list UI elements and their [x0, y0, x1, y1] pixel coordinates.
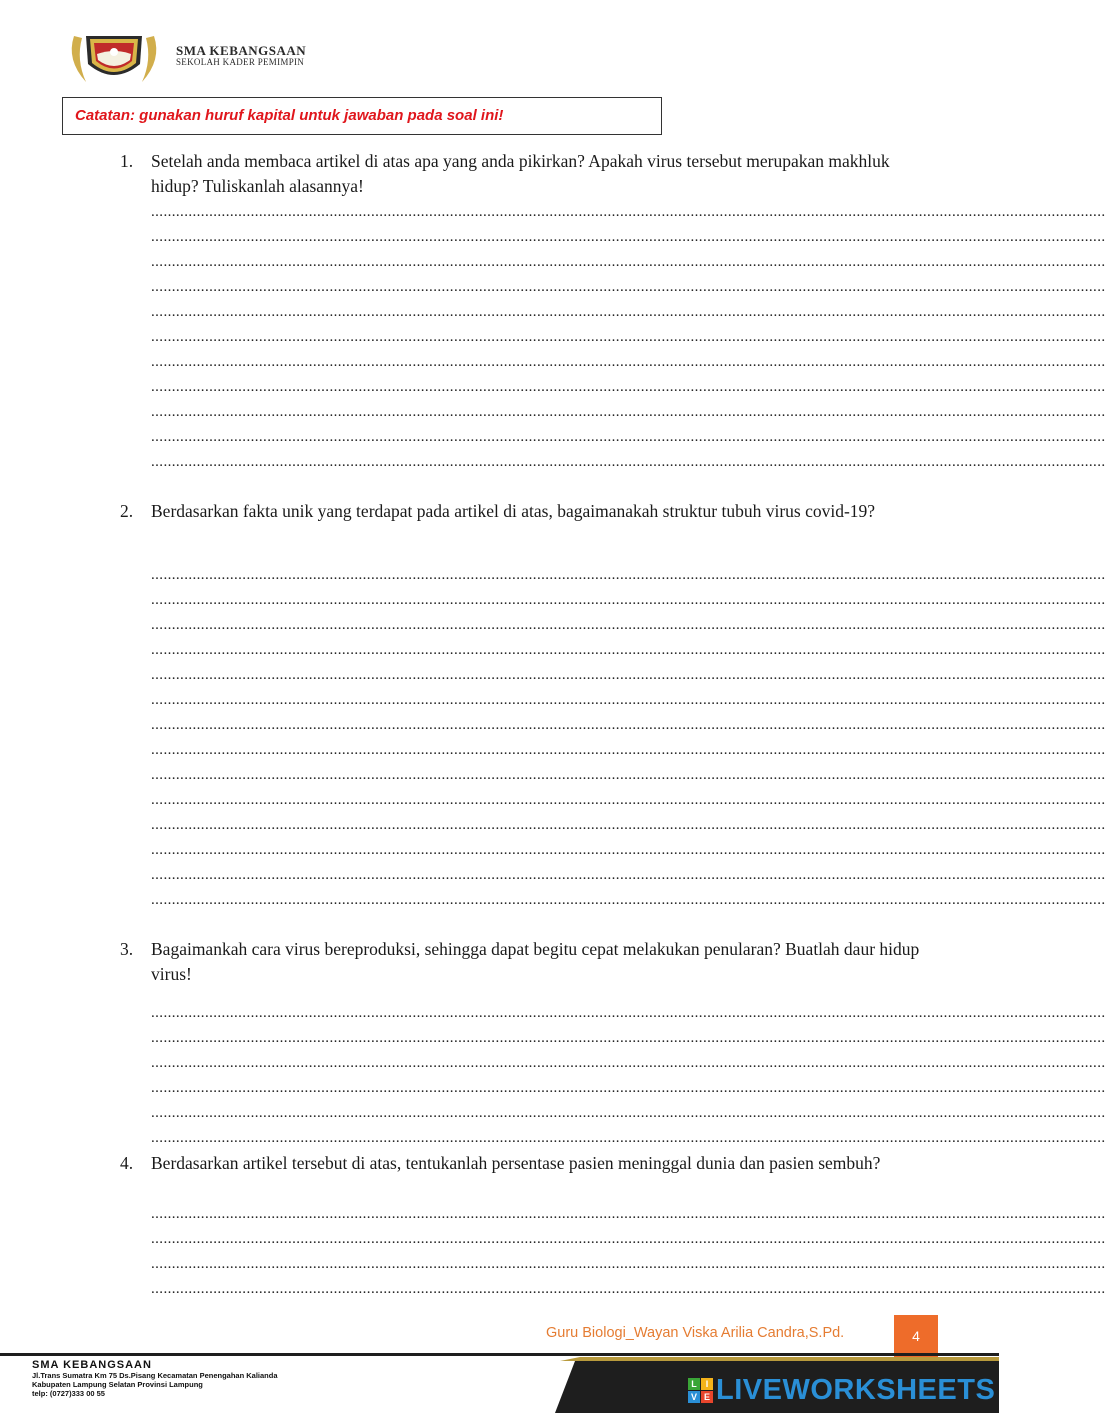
footer-school-name: SMA KEBANGSAAN — [32, 1359, 152, 1371]
question-text: Setelah anda membaca artikel di atas apa yang anda pikirkan? Apakah virus tersebut merupakan makhluk hidup? Tuliskanlah alasannya! — [151, 151, 890, 196]
answer-area-4[interactable] — [151, 1202, 1106, 1302]
answer-line[interactable]: ...................................................................................................................................................................................................................................... — [151, 767, 1106, 783]
question-1 — [120, 149, 935, 199]
answer-line[interactable]: ...................................................................................................................................................................................................................................... — [151, 1231, 1106, 1247]
answer-line[interactable]: ...................................................................................................................................................................................................................................... — [151, 1256, 1106, 1272]
question-4 — [120, 1151, 935, 1176]
question-number: 1. — [120, 151, 134, 171]
question-number: 3. — [120, 939, 134, 959]
badge-letter: V — [688, 1391, 700, 1403]
answer-area-2[interactable] — [151, 563, 1106, 913]
liveworksheets-watermark[interactable] — [688, 1375, 995, 1405]
answer-line[interactable]: ...................................................................................................................................................................................................................................... — [151, 1281, 1106, 1297]
answer-line[interactable]: ...................................................................................................................................................................................................................................... — [151, 1206, 1106, 1222]
answer-line[interactable]: ...................................................................................................................................................................................................................................... — [151, 279, 1106, 295]
badge-letter: E — [701, 1391, 713, 1403]
answer-line[interactable]: ...................................................................................................................................................................................................................................... — [151, 792, 1106, 808]
question-text: Bagaimankah cara virus bereproduksi, sehingga dapat begitu cepat melakukan penularan? Buatlah daur hidup virus! — [151, 939, 920, 984]
footer-phone: telp: (0727)333 00 55 — [32, 1389, 105, 1398]
answer-area-1[interactable] — [151, 200, 1106, 475]
answer-line[interactable]: ...................................................................................................................................................................................................................................... — [151, 379, 1106, 395]
page-number: 4 — [894, 1315, 938, 1357]
answer-line[interactable]: ...................................................................................................................................................................................................................................... — [151, 404, 1106, 420]
footer-school-info — [32, 1359, 278, 1398]
answer-line[interactable]: ...................................................................................................................................................................................................................................... — [151, 1080, 1106, 1096]
answer-line[interactable]: ...................................................................................................................................................................................................................................... — [151, 1105, 1106, 1121]
teacher-credit: Guru Biologi_Wayan Viska Arilia Candra,S.Pd. — [546, 1325, 845, 1341]
answer-line[interactable]: ...................................................................................................................................................................................................................................... — [151, 454, 1106, 470]
badge-letter: L — [688, 1378, 700, 1390]
answer-line[interactable]: ...................................................................................................................................................................................................................................... — [151, 304, 1106, 320]
answer-line[interactable]: ...................................................................................................................................................................................................................................... — [151, 667, 1106, 683]
answer-line[interactable]: ...................................................................................................................................................................................................................................... — [151, 429, 1106, 445]
question-2 — [120, 499, 935, 524]
footer-address-line: Kabupaten Lampung Selatan Provinsi Lampung — [32, 1380, 203, 1389]
school-name: SMA KEBANGSAAN — [176, 43, 307, 58]
question-3 — [120, 937, 935, 987]
school-emblem-logo — [64, 30, 164, 88]
note-box — [62, 97, 662, 135]
answer-line[interactable]: ...................................................................................................................................................................................................................................... — [151, 329, 1106, 345]
answer-line[interactable]: ...................................................................................................................................................................................................................................... — [151, 742, 1106, 758]
answer-line[interactable]: ...................................................................................................................................................................................................................................... — [151, 204, 1106, 220]
answer-line[interactable]: ...................................................................................................................................................................................................................................... — [151, 1130, 1106, 1146]
answer-line[interactable]: ...................................................................................................................................................................................................................................... — [151, 892, 1106, 908]
answer-line[interactable]: ...................................................................................................................................................................................................................................... — [151, 1030, 1106, 1046]
answer-line[interactable]: ...................................................................................................................................................................................................................................... — [151, 1005, 1106, 1021]
answer-line[interactable]: ...................................................................................................................................................................................................................................... — [151, 254, 1106, 270]
liveworksheets-badge-icon — [688, 1378, 713, 1403]
answer-line[interactable]: ...................................................................................................................................................................................................................................... — [151, 567, 1106, 583]
school-subtitle: SEKOLAH KADER PEMIMPIN — [176, 57, 305, 67]
footer-address-line: Jl.Trans Sumatra Km 75 Ds.Pisang Kecamatan Penengahan Kalianda — [32, 1371, 278, 1380]
answer-line[interactable]: ...................................................................................................................................................................................................................................... — [151, 354, 1106, 370]
answer-line[interactable]: ...................................................................................................................................................................................................................................... — [151, 229, 1106, 245]
note-text: Catatan: gunakan huruf kapital untuk jawaban pada soal ini! — [75, 107, 504, 124]
answer-line[interactable]: ...................................................................................................................................................................................................................................... — [151, 867, 1106, 883]
badge-letter: I — [701, 1378, 713, 1390]
question-text: Berdasarkan artikel tersebut di atas, tentukanlah persentase pasien meninggal dunia dan pasien sembuh? — [151, 1153, 881, 1173]
answer-line[interactable]: ...................................................................................................................................................................................................................................... — [151, 1055, 1106, 1071]
answer-line[interactable]: ...................................................................................................................................................................................................................................... — [151, 617, 1106, 633]
question-number: 4. — [120, 1153, 134, 1173]
answer-area-3[interactable] — [151, 1001, 1106, 1151]
question-text: Berdasarkan fakta unik yang terdapat pada artikel di atas, bagaimanakah struktur tubuh virus covid-19? — [151, 501, 876, 521]
answer-line[interactable]: ...................................................................................................................................................................................................................................... — [151, 692, 1106, 708]
answer-line[interactable]: ...................................................................................................................................................................................................................................... — [151, 642, 1106, 658]
liveworksheets-brand: LIVEWORKSHEETS — [716, 1373, 996, 1406]
answer-line[interactable]: ...................................................................................................................................................................................................................................... — [151, 817, 1106, 833]
answer-line[interactable]: ...................................................................................................................................................................................................................................... — [151, 842, 1106, 858]
question-number: 2. — [120, 501, 134, 521]
answer-line[interactable]: ...................................................................................................................................................................................................................................... — [151, 592, 1106, 608]
answer-line[interactable]: ...................................................................................................................................................................................................................................... — [151, 717, 1106, 733]
